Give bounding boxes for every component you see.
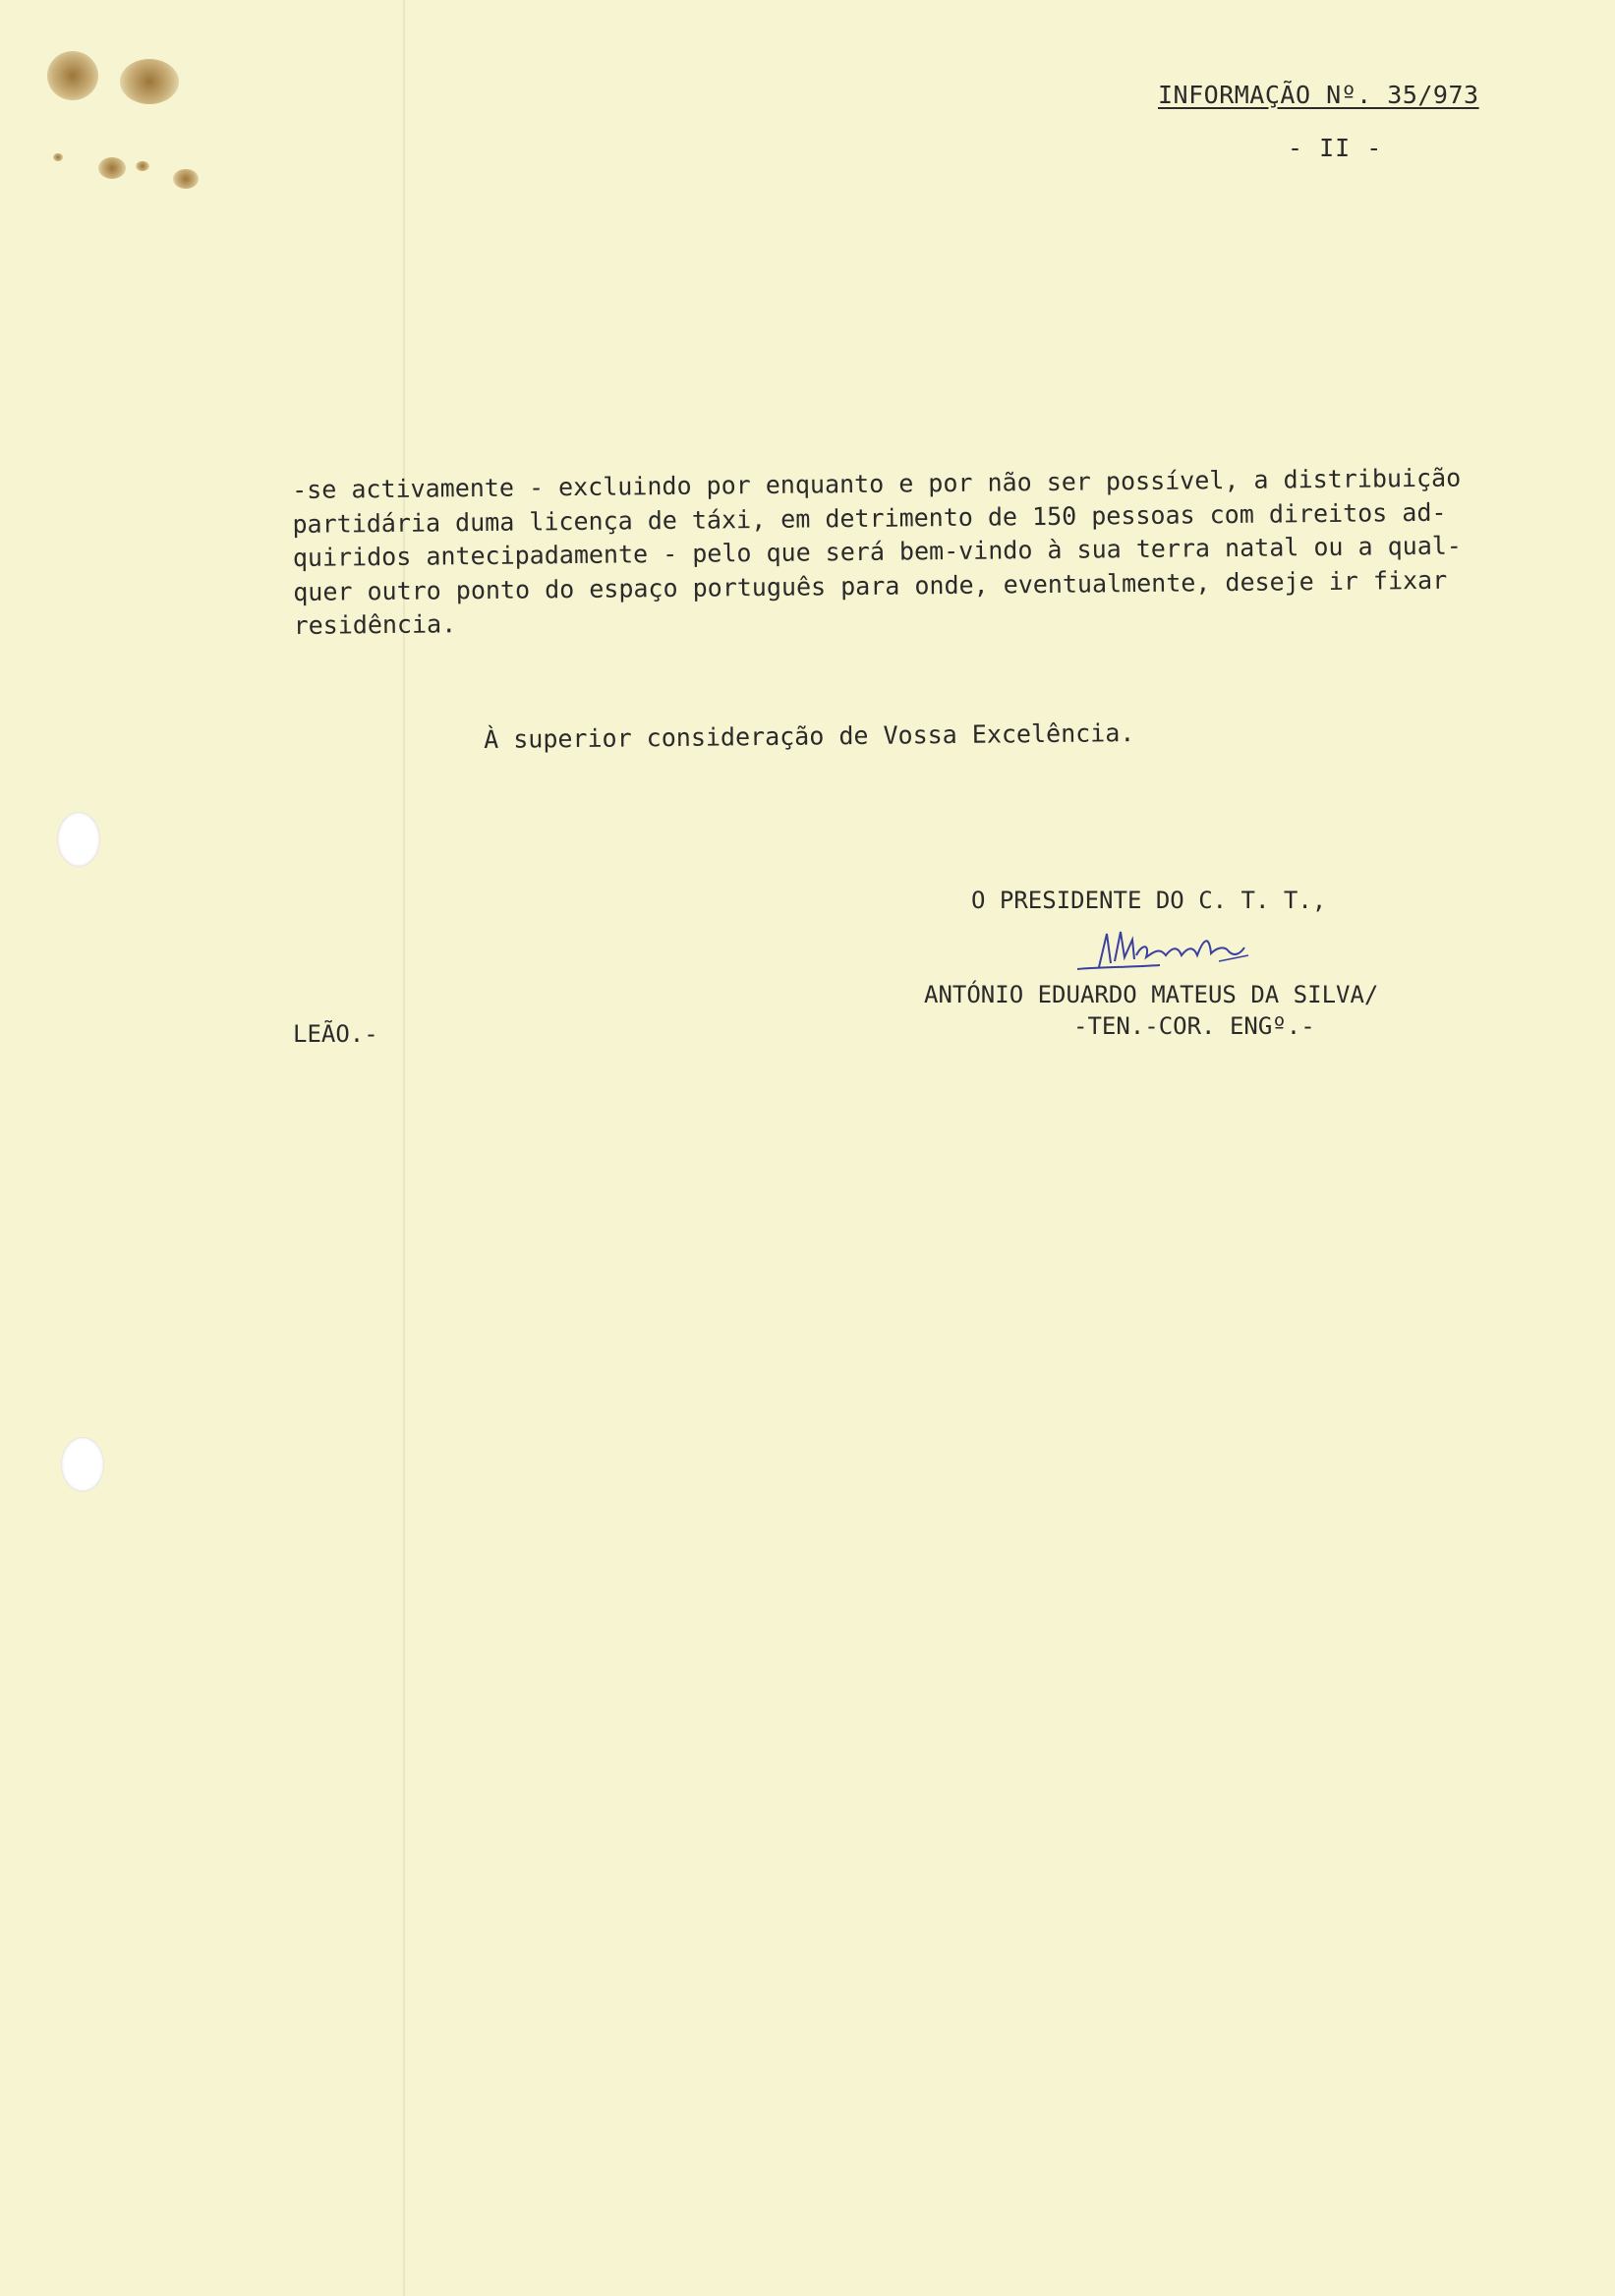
body-paragraph — [292, 460, 1572, 643]
body-line: partidária duma licença de táxi, em detrimento de 150 pessoas com direitos ad- — [292, 497, 1447, 539]
rust-stain — [120, 59, 179, 104]
rust-stain — [98, 157, 126, 179]
typist-initials: LEÃO.- — [293, 1020, 378, 1048]
paper-fold-line — [403, 0, 405, 2296]
closing-line: À superior consideração de Vossa Excelência. — [484, 718, 1135, 754]
punch-hole — [61, 1437, 104, 1492]
rust-stain — [136, 161, 149, 171]
rust-stain — [173, 169, 199, 189]
body-line: quiridos antecipadamente - pelo que será bem-vindo à sua terra natal ou a qual- — [292, 531, 1463, 572]
body-line: residência. — [293, 609, 457, 640]
punch-hole — [57, 812, 100, 867]
rust-stain — [53, 153, 63, 161]
handwritten-signature — [1071, 918, 1268, 977]
page-number: - II - — [1288, 134, 1383, 162]
body-line: quer outro ponto do espaço português para onde, eventualmente, deseje ir fixar — [293, 565, 1448, 606]
body-line: -se activamente - excluindo por enquanto e por não ser possível, a distribuição — [292, 463, 1462, 504]
rust-stain — [47, 51, 98, 100]
document-reference: INFORMAÇÃO Nº. 35/973 — [1158, 81, 1479, 109]
signatory-rank: -TEN.-COR. ENGº.- — [1073, 1012, 1315, 1040]
signatory-name: ANTÓNIO EDUARDO MATEUS DA SILVA/ — [924, 981, 1379, 1008]
signatory-title: O PRESIDENTE DO C. T. T., — [971, 887, 1327, 914]
